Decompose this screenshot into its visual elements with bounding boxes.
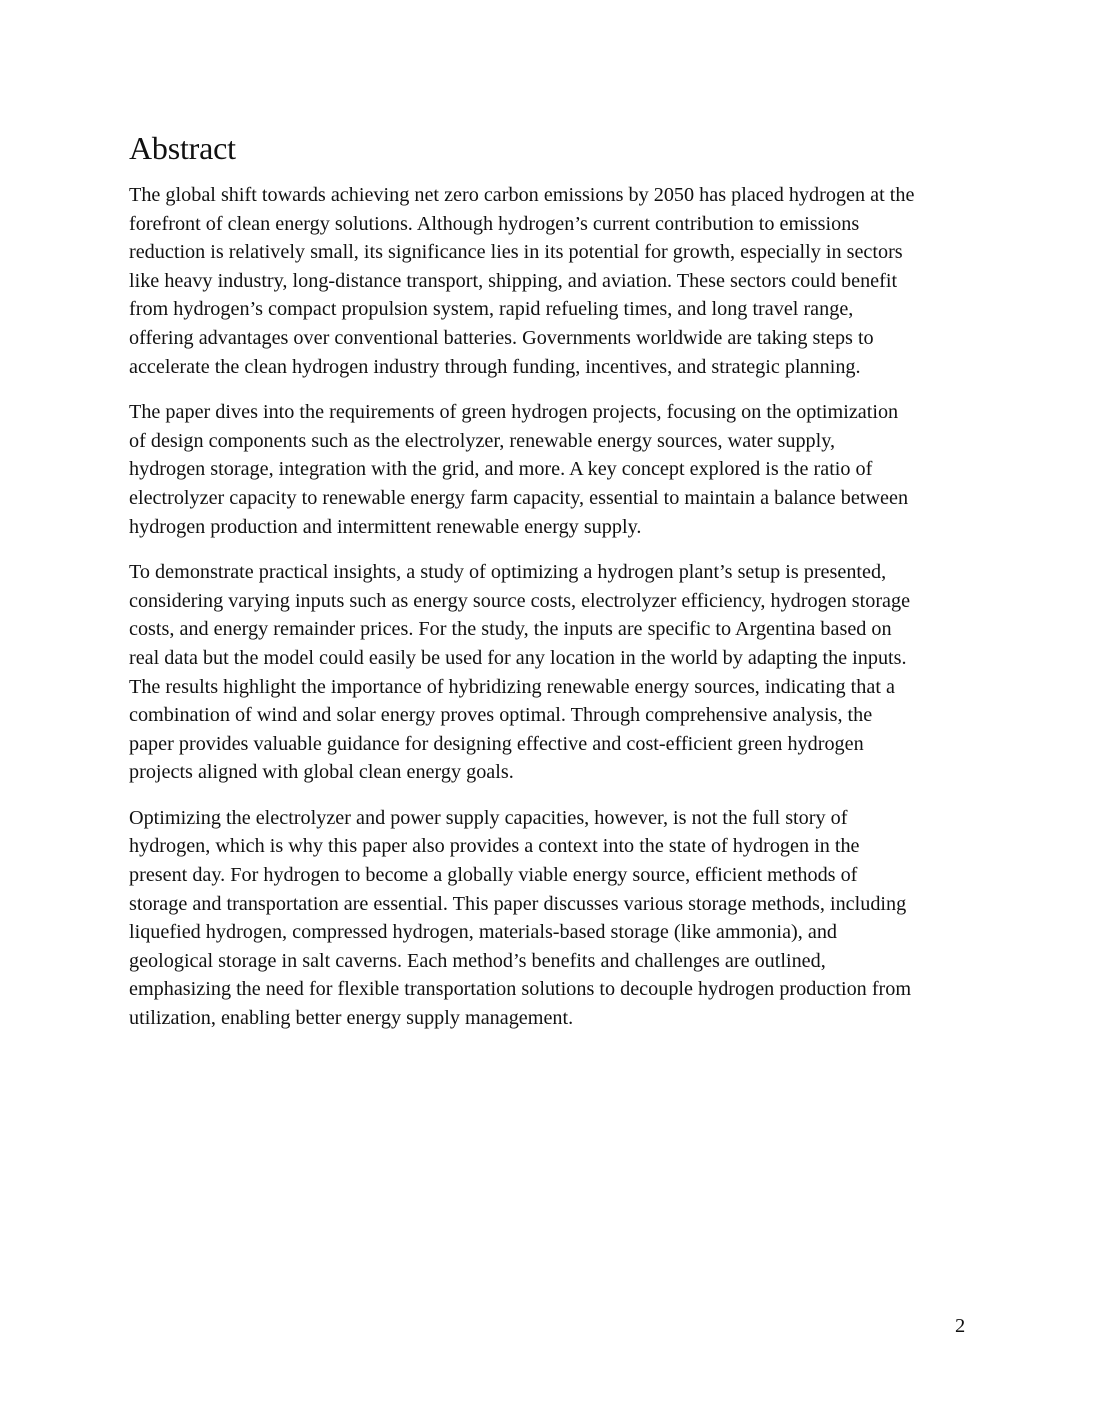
text-line: from hydrogen’s compact propulsion system, rapid refueling times, and long travel range,: [129, 298, 854, 321]
text-line: geological storage in salt caverns. Each method’s benefits and challenges are outlined,: [129, 949, 826, 972]
text-line: offering advantages over conventional batteries. Governments worldwide are taking steps to: [129, 326, 874, 349]
text-line: present day. For hydrogen to become a globally viable energy source, efficient methods of: [129, 864, 858, 887]
text-line: projects aligned with global clean energy goals.: [129, 761, 514, 784]
text-line: like heavy industry, long-distance transport, shipping, and aviation. These sectors could benefit: [129, 269, 898, 292]
text-line: hydrogen storage, integration with the grid, and more. A key concept explored is the ratio of: [129, 458, 873, 481]
text-line: Optimizing the electrolyzer and power supply capacities, however, is not the full story of: [129, 806, 848, 829]
text-line: utilization, enabling better energy supply management.: [129, 1007, 574, 1030]
abstract-body: [129, 181, 989, 1050]
text-line: paper provides valuable guidance for designing effective and cost-efficient green hydrogen: [129, 732, 864, 755]
text-line: costs, and energy remainder prices. For the study, the inputs are specific to Argentina based on: [129, 618, 892, 641]
text-line: liquefied hydrogen, compressed hydrogen, materials-based storage (like ammonia), and: [129, 921, 838, 944]
abstract-paragraph-4: [129, 804, 989, 1033]
page-number: 2: [955, 1315, 966, 1337]
text-line: electrolyzer capacity to renewable energy farm capacity, essential to maintain a balance between: [129, 486, 909, 509]
text-line: forefront of clean energy solutions. Although hydrogen’s current contribution to emissions: [129, 212, 860, 235]
abstract-paragraph-1: [129, 181, 989, 381]
text-line: The paper dives into the requirements of green hydrogen projects, focusing on the optimization: [129, 401, 899, 424]
text-line: reduction is relatively small, its significance lies in its potential for growth, especially in sectors: [129, 241, 903, 264]
text-line: To demonstrate practical insights, a study of optimizing a hydrogen plant’s setup is presented,: [129, 561, 887, 584]
text-line: real data but the model could easily be used for any location in the world by adapting the inputs.: [129, 646, 907, 669]
text-line: accelerate the clean hydrogen industry through funding, incentives, and strategic planning.: [129, 355, 861, 378]
text-line: combination of wind and solar energy proves optimal. Through comprehensive analysis, the: [129, 704, 873, 727]
text-line: The results highlight the importance of hybridizing renewable energy sources, indicating that a: [129, 675, 895, 698]
text-line: The global shift towards achieving net zero carbon emissions by 2050 has placed hydrogen at the: [129, 184, 915, 206]
text-line: hydrogen, which is why this paper also provides a context into the state of hydrogen in the: [129, 835, 860, 858]
abstract-paragraph-2: [129, 398, 989, 541]
text-line: storage and transportation are essential. This paper discusses various storage methods, including: [129, 892, 907, 915]
abstract-paragraph-3: [129, 558, 989, 787]
text-line: hydrogen production and intermittent renewable energy supply.: [129, 515, 642, 538]
text-line: of design components such as the electrolyzer, renewable energy sources, water supply,: [129, 429, 836, 452]
text-line: considering varying inputs such as energy source costs, electrolyzer efficiency, hydrogen storage: [129, 589, 911, 612]
text-line: emphasizing the need for flexible transportation solutions to decouple hydrogen production from: [129, 978, 912, 1001]
section-title-abstract: Abstract: [129, 130, 236, 166]
